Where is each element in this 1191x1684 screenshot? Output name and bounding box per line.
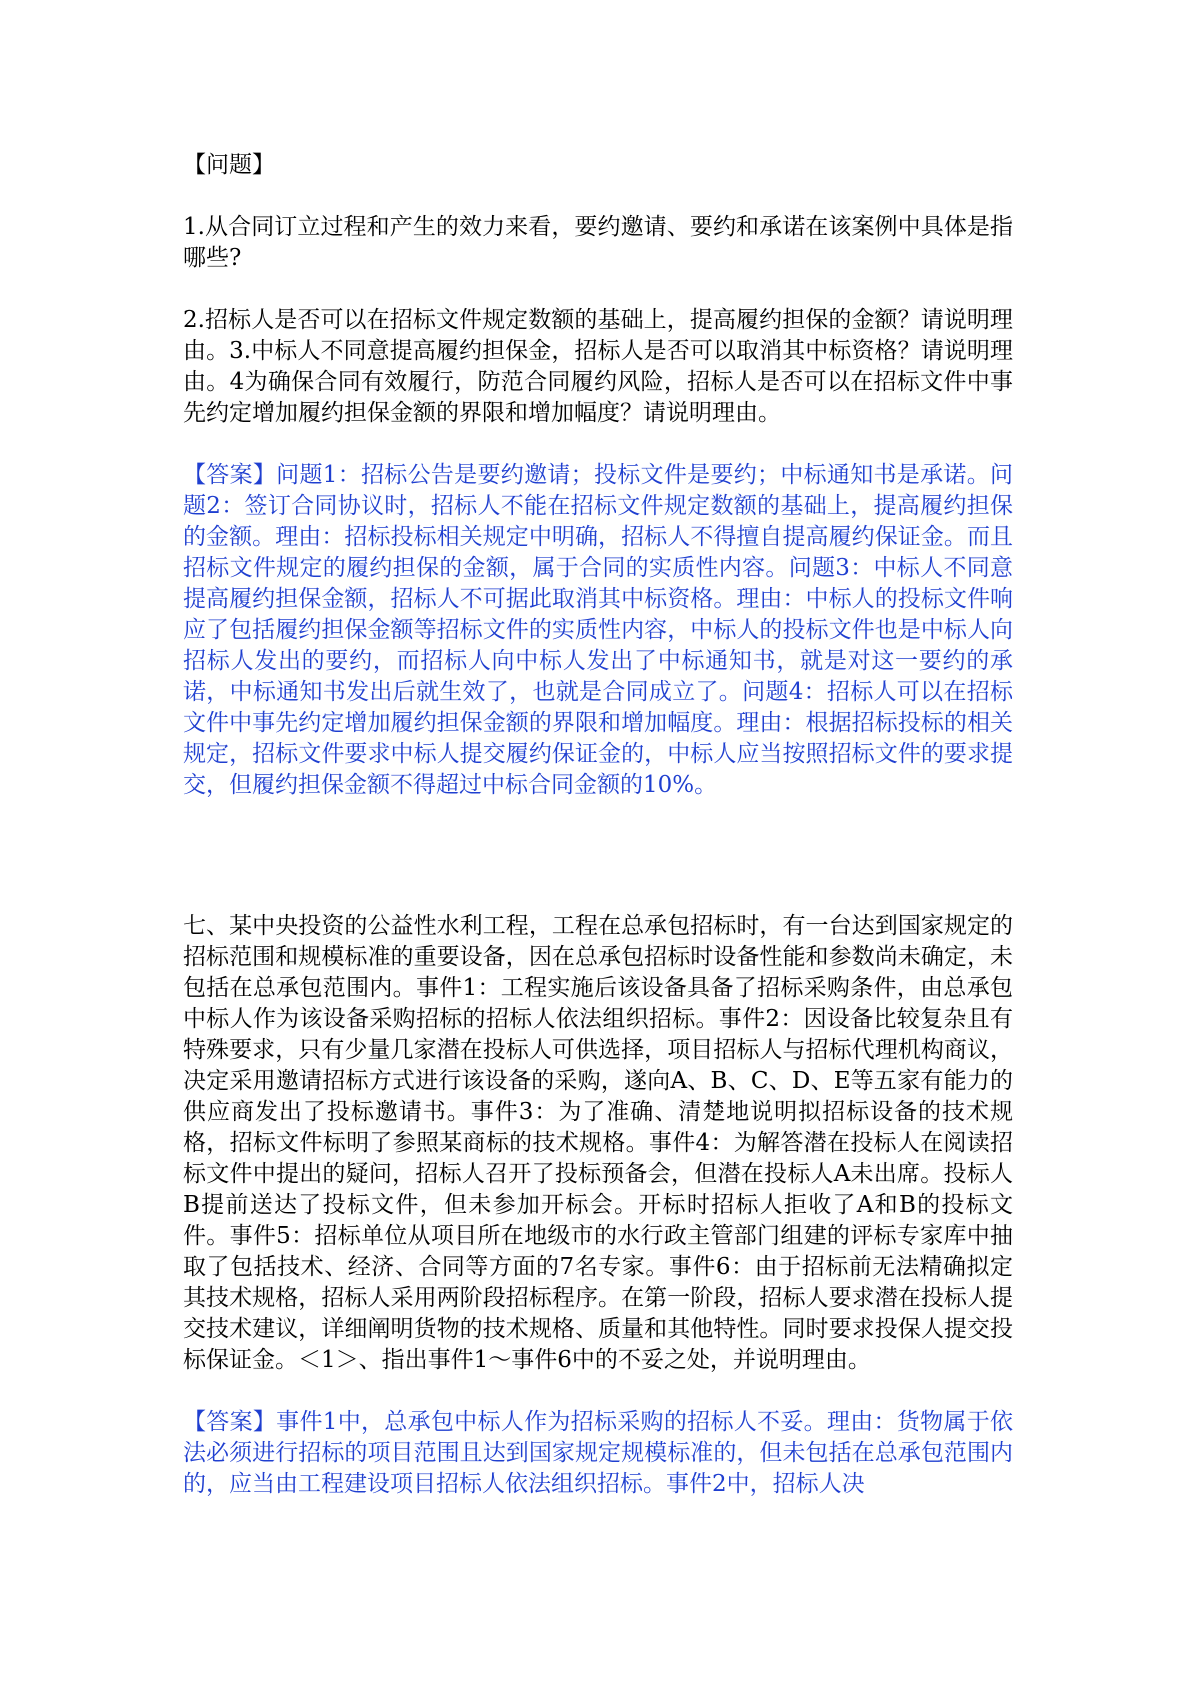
- spacer: [183, 1376, 1013, 1407]
- spacer: [183, 801, 1013, 911]
- case-7-paragraph: 七、某中央投资的公益性水利工程，工程在总承包招标时，有一台达到国家规定的招标范围和规模标准的重要设备，因在总承包招标时设备性能和参数尚未确定，未包括在总承包范围内。事件1：工程实施后该设备具备了招标采购条件，由总承包中标人作为该设备采购招标的招标人依法组织招标。事件2：因设备比较复杂且有特殊要求，只有少量几家潜在投标人可供选择，项目招标人与招标代理机构商议，决定采用邀请招标方式进行该设备的采购，遂向A、B、C、D、E等五家有能力的供应商发出了投标邀请书。事件3：为了准确、清楚地说明拟招标设备的技术规格，招标文件标明了参照某商标的技术规格。事件4：为解答潜在投标人在阅读招标文件中提出的疑问，招标人召开了投标预备会，但潜在投标人A未出席。投标人B提前送达了投标文件，但未参加开标会。开标时招标人拒收了A和B的投标文件。事件5：招标单位从项目所在地级市的水行政主管部门组建的评标专家库中抽取了包括技术、经济、合同等方面的7名专家。事件6：由于招标前无法精确拟定其技术规格，招标人采用两阶段招标程序。在第一阶段，招标人要求潜在投标人提交技术建议，详细阐明货物的技术规格、质量和其他特性。同时要求投保人提交投标保证金。＜1＞、指出事件1～事件6中的不妥之处，并说明理由。: [183, 913, 1013, 1373]
- document-page: [183, 150, 1013, 1500]
- spacer: [183, 429, 1013, 460]
- section-heading: 【问题】: [183, 152, 275, 178]
- spacer: [183, 181, 1013, 212]
- spacer: [183, 274, 1013, 305]
- answer-paragraph-1: 【答案】问题1：招标公告是要约邀请；投标文件是要约；中标通知书是承诺。问题2：签订合同协议时，招标人不能在招标文件规定数额的基础上，提高履约担保的金额。理由：招标投标相关规定中明确，招标人不得擅自提高履约保证金。而且招标文件规定的履约担保的金额，属于合同的实质性内容。问题3：中标人不同意提高履约担保金额，招标人不可据此取消其中标资格。理由：中标人的投标文件响应了包括履约担保金额等招标文件的实质性内容，中标人的投标文件也是中标人向招标人发出的要约，而招标人向中标人发出了中标通知书，就是对这一要约的承诺，中标通知书发出后就生效了，也就是合同成立了。问题4：招标人可以在招标文件中事先约定增加履约担保金额的界限和增加幅度。理由：根据招标投标的相关规定，招标文件要求中标人提交履约保证金的，中标人应当按照招标文件的要求提交，但履约担保金额不得超过中标合同金额的10%。: [183, 462, 1013, 798]
- question-2-4: 2.招标人是否可以在招标文件规定数额的基础上，提高履约担保的金额？请说明理由。3.中标人不同意提高履约担保金，招标人是否可以取消其中标资格？请说明理由。4为确保合同有效履行，防范合同履约风险，招标人是否可以在招标文件中事先约定增加履约担保金额的界限和增加幅度？请说明理由。: [183, 307, 1013, 426]
- answer-paragraph-2: 【答案】事件1中，总承包中标人作为招标采购的招标人不妥。理由：货物属于依法必须进行招标的项目范围且达到国家规定规模标准的，但未包括在总承包范围内的，应当由工程建设项目招标人依法组织招标。事件2中，招标人决: [183, 1409, 1013, 1497]
- question-1: 1.从合同订立过程和产生的效力来看，要约邀请、要约和承诺在该案例中具体是指哪些?: [183, 214, 1013, 271]
